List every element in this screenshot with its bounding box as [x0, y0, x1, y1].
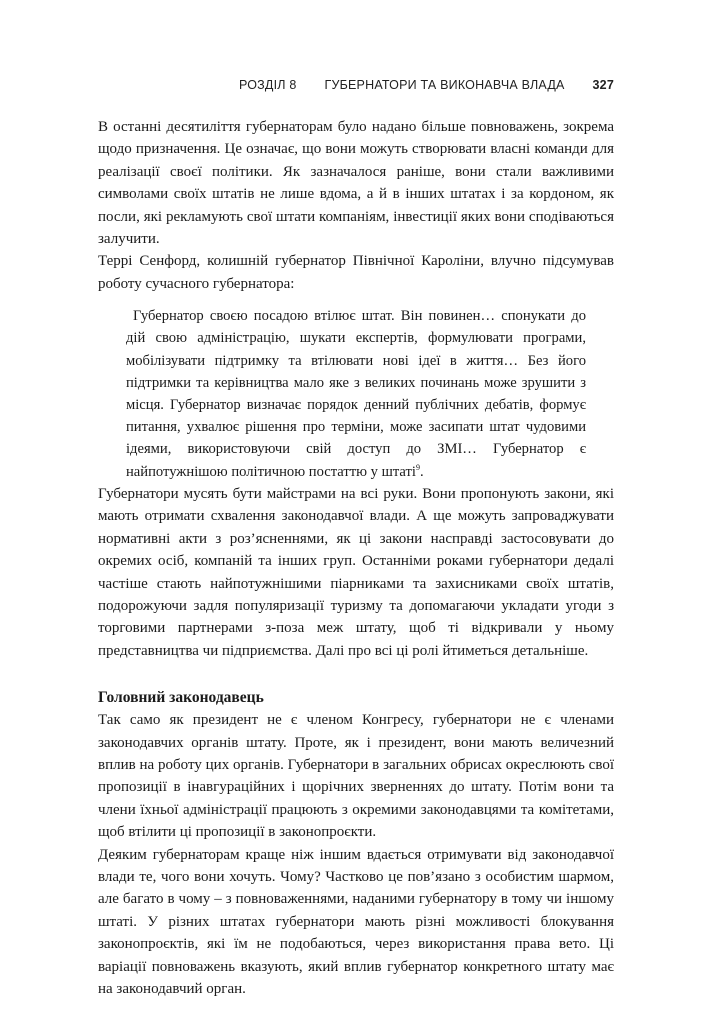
block-quote: [126, 305, 586, 483]
running-head: [98, 78, 614, 92]
block-quote-body: Губернатор своєю посадою втілює штат. Він повинен… спонукати до дій свою адміністрацію, шукати експертів, формулювати програми, мобілізувати підтримку та втілювати нові ідеї в життя… Без його підтримки та керівництва мало яке з великих починань може зрушити з місця. Губернатор визначає порядок денний публічних дебатів, формує питання, ухвалює рішення про терміни, може засипати штат чудовими ідеями, використовуючи свій доступ до ЗМІ… Губернатор є найпотужнішою політичною постаттю у штаті: [126, 308, 586, 480]
section-heading: Головний законодавець: [98, 689, 264, 707]
paragraph: Террі Сенфорд, колишній губернатор Північної Кароліни, влучно підсумував роботу сучасного губернатора:: [98, 253, 614, 292]
block-quote-text: [126, 305, 586, 483]
page-number: 327: [592, 78, 614, 92]
running-head-section: РОЗДІЛ 8: [238, 78, 297, 92]
paragraph: Губернатори мусять бути майстрами на всі руки. Вони пропонують закони, які мають отримати схвалення законодавчої влади. А ще можуть запроваджувати нормативні акти з роз’ясненнями, як ці закони насправді застосовувати до окремих осіб, компаній та інших груп. Останніми роками губернатори дедалі частіше стають найпотужнішими піарниками та захисниками своїх штатів, подорожуючи задля популяризації туризму та допомагаючи укладати угоди з торговими партнерами з-поза меж штату, щоб ті відкривали у ньому представництва чи підприємства. Далі про всі ці ролі йтиметься детальніше.: [98, 485, 614, 659]
block-quote-end: .: [419, 463, 424, 480]
footnote-marker: 9: [415, 462, 420, 472]
running-head-chapter-title: ГУБЕРНАТОРИ ТА ВИКОНАВЧА ВЛАДА: [324, 78, 565, 92]
section-body: [98, 709, 614, 1000]
body-text: [98, 116, 614, 1000]
paragraph: Так само як президент не є членом Конгресу, губернатори не є членами законодавчих органів штату. Проте, як і президент, вони мають величезний вплив на роботу цих органів. Губернатори в загальних обрисах окреслюють свої пропозиції в інавгураційних і щорічних зверненнях до штату. Потім вони та члени їхньої адміністрації працюють з окремими законодавцями та комітетами, щоб втілити ці пропозиції в законопроєкти.: [98, 712, 614, 841]
paragraph: Деяким губернаторам краще ніж іншим вдається отримувати від законодавчої влади те, чого вони хочуть. Чому? Частково це пов’язано з особистим шармом, але багато в чому – з повноваженнями, наданими губернатору в тому чи іншому штаті. У різних штатах губернатори мають різні можливості блокування законопроєктів, які їм не подобаються, через використання права вето. Ці варіації повноважень вказують, який вплив губернатор конкретного штату має на законодавчий орган.: [98, 846, 614, 997]
paragraph: В останні десятиліття губернаторам було надано більше повноважень, зокрема щодо призначення. Це означає, що вони можуть створювати власні команди для реалізації своєї політики. Як зазначалося раніше, вони стали важливими символами своїх штатів не лише вдома, а й в інших штатах і за кордоном, як посли, які рекламують свої штати компаніям, інвестиції яких вони сподіваються залучити.: [98, 119, 614, 248]
